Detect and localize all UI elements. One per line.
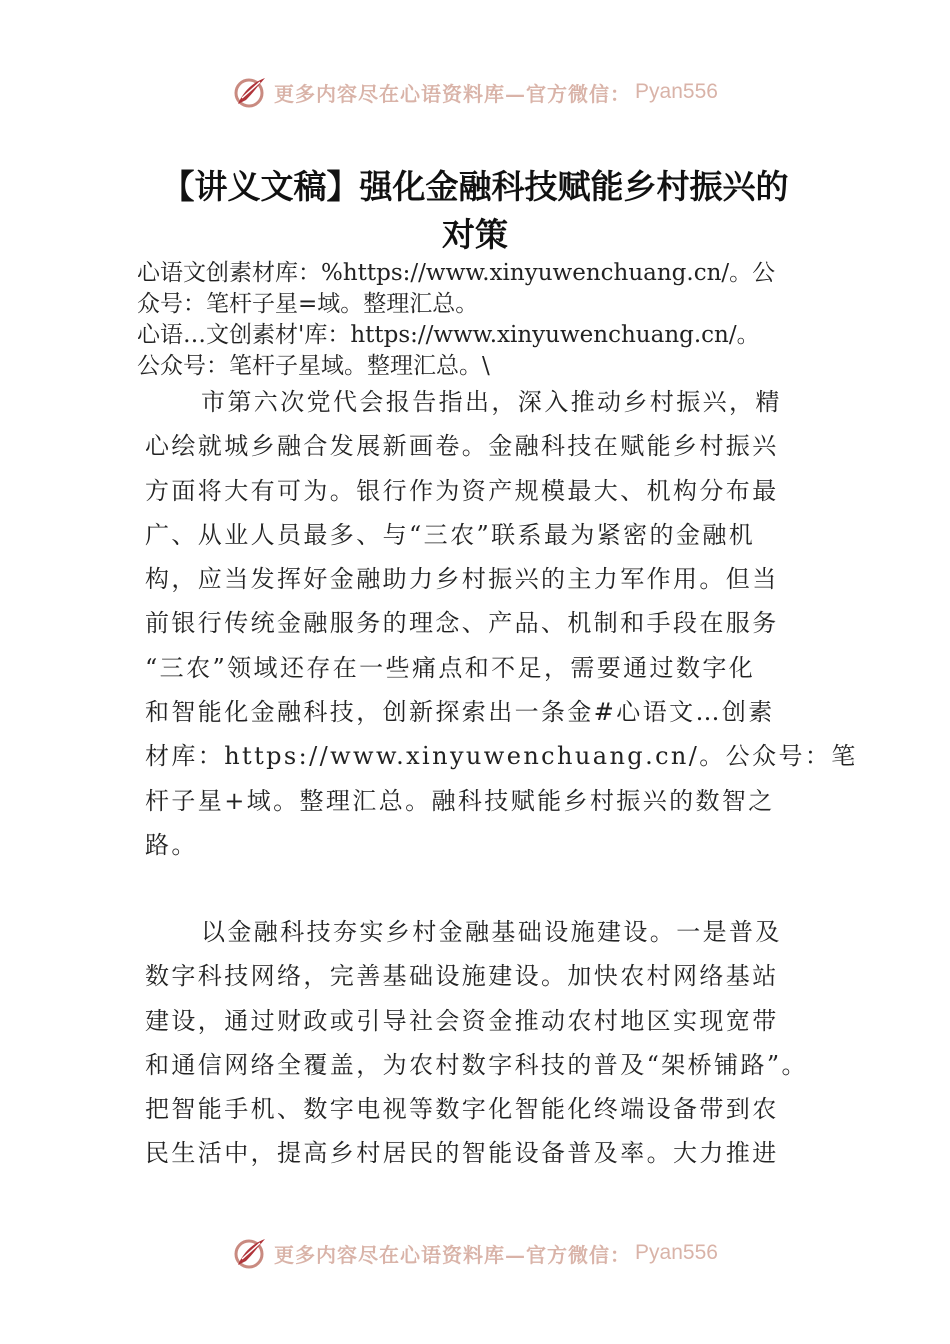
- paragraph-line: 以金融科技夯实乡村金融基础设施建设。一是普及: [201, 918, 782, 946]
- header-watermark: [0, 67, 950, 117]
- paragraph-line: 数字科技网络，完善基础设施建设。加快农村网络基站: [145, 962, 779, 991]
- paragraph-line: 和通信网络全覆盖，为农村数字科技的普及“架桥铺路”。: [145, 1050, 808, 1079]
- paragraph-line: 方面将大有可为。银行作为资产规模最大、机构分布最: [145, 476, 779, 505]
- title-line-1: 【讲义文稿】强化金融科技赋能乡村振兴的: [161, 167, 789, 206]
- brand-logo-icon: [232, 1235, 268, 1271]
- paragraph-line: 广、从业人员最多、与“三农”联系最为紧密的金融机: [145, 520, 756, 549]
- paragraph-line: 心绘就城乡融合发展新画卷。金融科技在赋能乡村振兴: [145, 432, 779, 461]
- paragraph-1: [145, 380, 858, 867]
- page-title: [100, 163, 850, 259]
- paragraph-line: 民生活中，提高乡村居民的智能设备普及率。大力推进: [145, 1139, 779, 1168]
- paragraph-line: 建设，通过财政或引导社会资金推动农村地区实现宽带: [145, 1006, 779, 1035]
- paragraph-line: 杆子星+域。整理汇总。融科技赋能乡村振兴的数智之: [145, 786, 775, 815]
- paragraph-line: 构，应当发挥好金融助力乡村振兴的主力军作用。但当: [145, 565, 779, 594]
- paragraph-line: 市第六次党代会报告指出，深入推动乡村振兴，精: [201, 388, 782, 416]
- paragraph-line: “三农”领域还存在一些痛点和不足，需要通过数字化: [145, 653, 756, 682]
- watermark-text: 更多内容尽在心语资料库—官方微信：: [274, 1242, 632, 1267]
- watermark-text: 更多内容尽在心语资料库—官方微信：: [274, 81, 632, 106]
- wechat-id: Pyan556: [635, 1241, 718, 1264]
- source-line: 公众号：笔杆子星域。整理汇总。\: [137, 353, 490, 379]
- source-line: 心语…文创素材'库：https://www.xinyuwenchuang.cn/。: [137, 322, 760, 348]
- paragraph-line: 路。: [145, 830, 198, 859]
- title-line-2: 对策: [442, 215, 508, 254]
- source-line: 心语文创素材库：%https://www.xinyuwenchuang.cn/。公: [137, 260, 776, 286]
- brand-logo-icon: [232, 74, 268, 110]
- source-line: 众号：笔杆子星=域。整理汇总。: [137, 291, 479, 317]
- paragraph-line: 材库：https://www.xinyuwenchuang.cn/。公众号：笔: [145, 742, 858, 771]
- paragraph-2: [145, 910, 809, 1176]
- paragraph-line: 前银行传统金融服务的理念、产品、机制和手段在服务: [145, 609, 779, 638]
- paragraph-line: 和智能化金融科技，创新探索出一条金#心语文…创素: [145, 698, 775, 727]
- source-note: [137, 258, 837, 382]
- paragraph-line: 把智能手机、数字电视等数字化智能化终端设备带到农: [145, 1095, 779, 1124]
- footer-watermark: [0, 1228, 950, 1278]
- wechat-id: Pyan556: [635, 80, 718, 103]
